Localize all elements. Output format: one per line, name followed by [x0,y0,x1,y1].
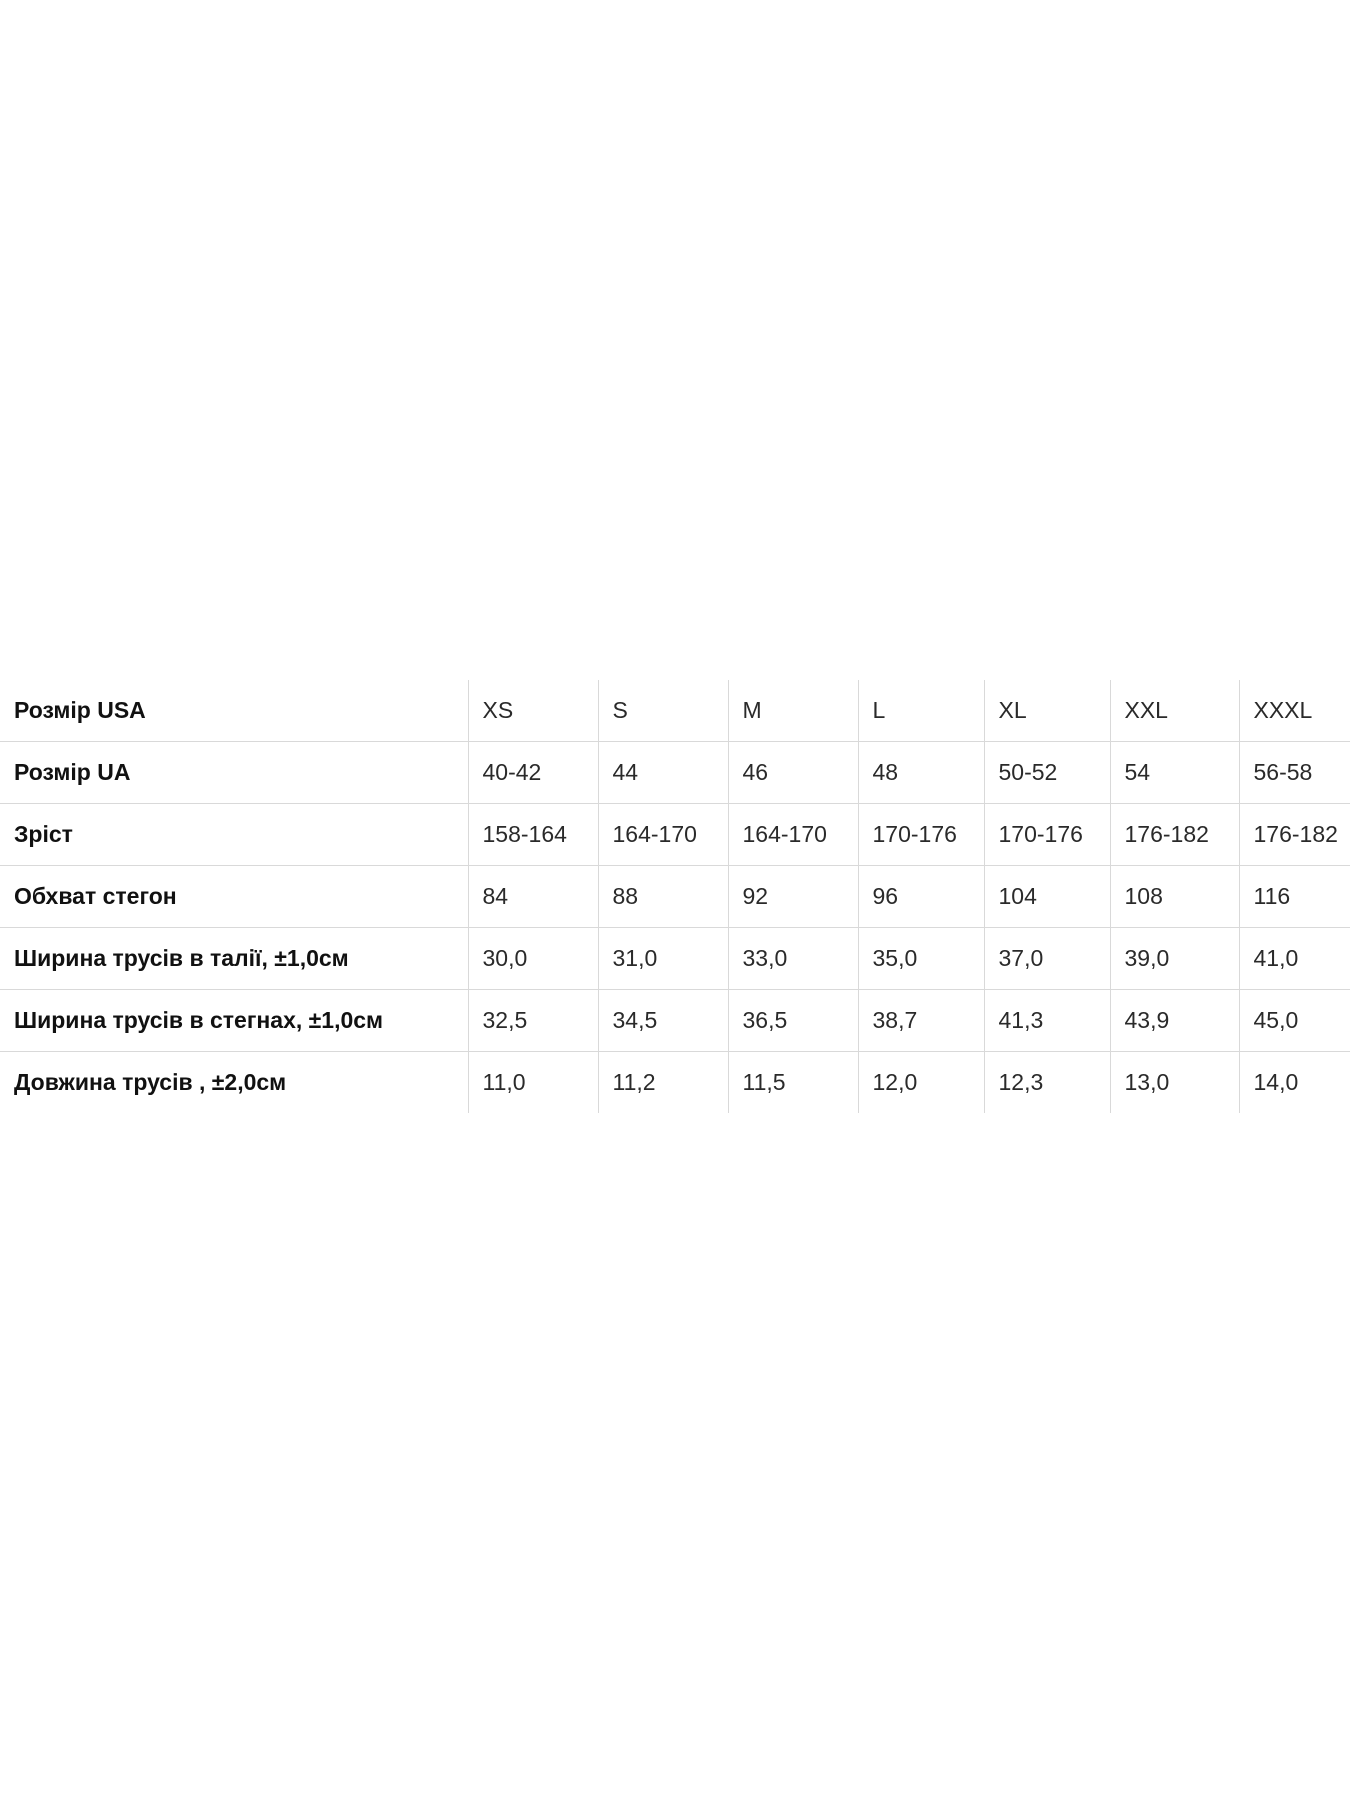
table-cell: 11,2 [598,1052,728,1114]
table-row-length [0,1052,1350,1114]
row-label: Розмір UA [0,742,468,804]
table-cell: 35,0 [858,928,984,990]
table-cell: 34,5 [598,990,728,1052]
table-cell: 158-164 [468,804,598,866]
table-row-waist-width [0,928,1350,990]
table-cell: 176-182 [1239,804,1350,866]
table-cell: L [858,680,984,742]
table-cell: 84 [468,866,598,928]
table-cell: 12,0 [858,1052,984,1114]
table-cell: 104 [984,866,1110,928]
table-cell: 41,0 [1239,928,1350,990]
table-cell: S [598,680,728,742]
table-cell: XL [984,680,1110,742]
table-cell: 13,0 [1110,1052,1239,1114]
table-cell: 30,0 [468,928,598,990]
table-cell: 37,0 [984,928,1110,990]
table-cell: M [728,680,858,742]
table-cell: 39,0 [1110,928,1239,990]
row-label: Обхват стегон [0,866,468,928]
table-cell: 48 [858,742,984,804]
table-cell: 11,0 [468,1052,598,1114]
row-label: Довжина трусів , ±2,0см [14,1069,287,1095]
table-cell: 11,5 [728,1052,858,1114]
table-cell: 44 [598,742,728,804]
table-cell: 43,9 [1110,990,1239,1052]
table-cell: 46 [728,742,858,804]
row-label: Зріст [0,804,468,866]
table-cell: 56-58 [1239,742,1350,804]
table-cell: 31,0 [598,928,728,990]
table-cell: 14,0 [1239,1052,1350,1114]
table-cell: 54 [1110,742,1239,804]
table-row-size-ua [0,742,1350,804]
table-cell: 96 [858,866,984,928]
table-cell: 33,0 [728,928,858,990]
table-row-hip-width [0,990,1350,1052]
table-cell: XS [468,680,598,742]
table-cell: 170-176 [858,804,984,866]
table-cell: XXXL [1239,680,1350,742]
table-cell: 50-52 [984,742,1110,804]
table-cell: 88 [598,866,728,928]
row-label: Ширина трусів в талії, ±1,0см [0,928,468,990]
table-cell: XXL [1110,680,1239,742]
table-row-height [0,804,1350,866]
table-row-hip-girth [0,866,1350,928]
table-cell: 164-170 [598,804,728,866]
table-row-size-usa [0,680,1350,742]
table-cell: 40-42 [468,742,598,804]
table-cell: 36,5 [728,990,858,1052]
size-chart-table [0,680,1350,1113]
table-cell: 45,0 [1239,990,1350,1052]
table-cell: 108 [1110,866,1239,928]
row-label: Ширина трусів в стегнах, ±1,0см [0,990,468,1052]
table-cell: 170-176 [984,804,1110,866]
table-cell: 92 [728,866,858,928]
table-cell: 32,5 [468,990,598,1052]
table-cell: 164-170 [728,804,858,866]
row-label: Розмір USA [0,680,468,742]
table-cell: 176-182 [1110,804,1239,866]
table-cell: 38,7 [858,990,984,1052]
table-cell: 116 [1239,866,1350,928]
table-cell: 41,3 [984,990,1110,1052]
table-cell: 12,3 [984,1052,1110,1114]
